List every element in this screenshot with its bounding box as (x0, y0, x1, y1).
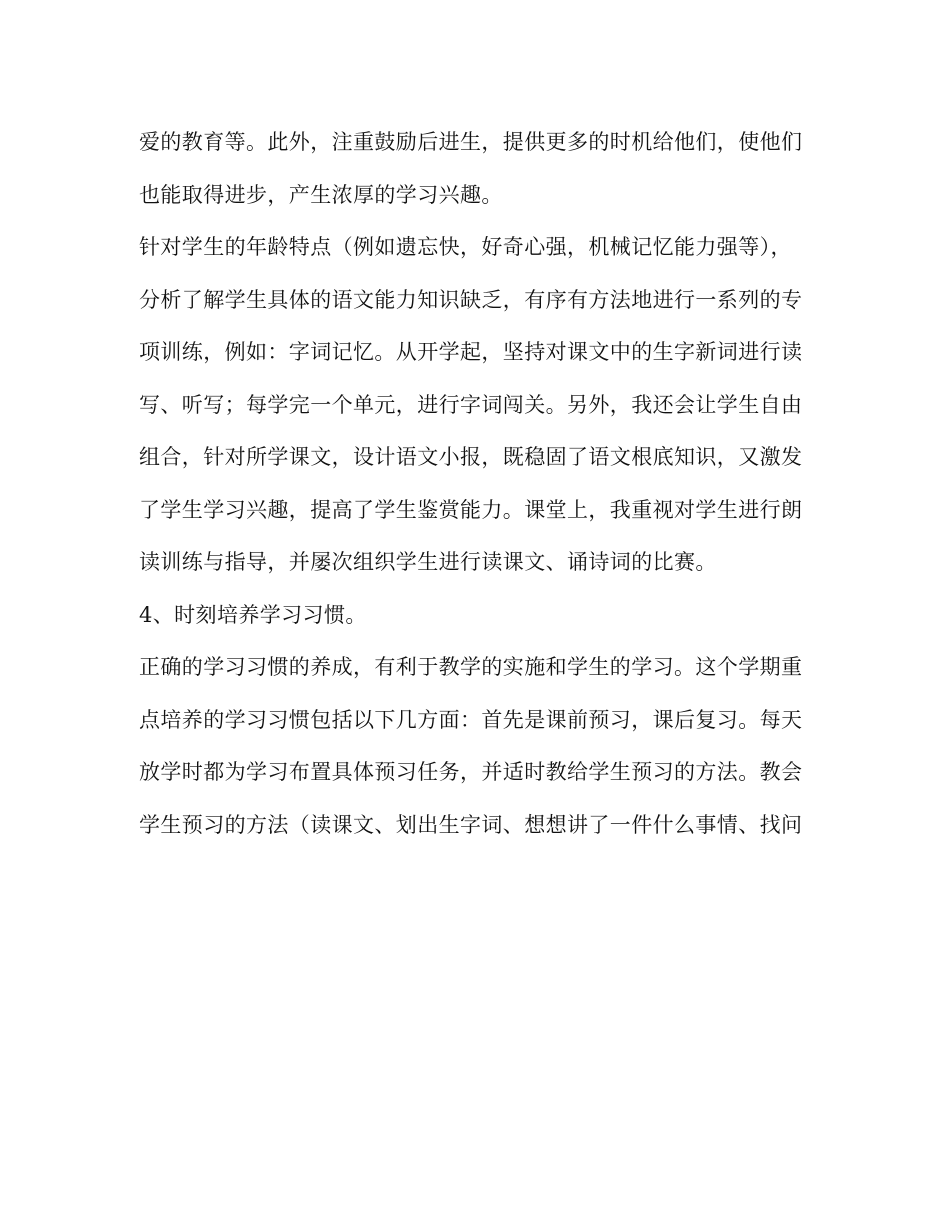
text-line: 正确的学习习惯的养成，有利于教学的实施和学生的学习。这个学期重 (139, 655, 803, 679)
section-heading: 4、时刻培养学习习惯。 (139, 602, 367, 627)
text-line: 放学时都为学习布置具体预习任务，并适时教给学生预习的方法。教会 (139, 760, 803, 784)
text-line: 点培养的学习习惯包括以下几方面：首先是课前预习，课后复习。每天 (139, 707, 803, 732)
text-line: 项训练，例如：字词记忆。从开学起，坚持对课文中的生字新词进行读 (139, 340, 803, 364)
text-line: 爱的教育等。此外，注重鼓励后进生，提供更多的时机给他们，使他们 (139, 130, 803, 154)
text-line: 学生预习的方法（读课文、划出生字词、想想讲了一件什么事情、找问 (139, 812, 803, 837)
text-line: 也能取得进步，产生浓厚的学习兴趣。 (139, 182, 503, 207)
document-body (139, 120, 819, 855)
text-line: 分析了解学生具体的语文能力知识缺乏，有序有方法地进行一系列的专 (139, 287, 803, 312)
text-line: 组合，针对所学课文，设计语文小报，既稳固了语文根底知识，又激发 (139, 445, 803, 469)
text-line: 了学生学习兴趣，提高了学生鉴赏能力。课堂上，我重视对学生进行朗 (139, 497, 803, 522)
text-line: 写、听写；每学完一个单元，进行字词闯关。另外，我还会让学生自由 (139, 392, 803, 417)
text-line: 读训练与指导，并屡次组织学生进行读课文、诵诗词的比赛。 (139, 550, 717, 574)
text-line: 针对学生的年龄特点（例如遗忘快，好奇心强，机械记忆能力强等）， (139, 235, 792, 259)
